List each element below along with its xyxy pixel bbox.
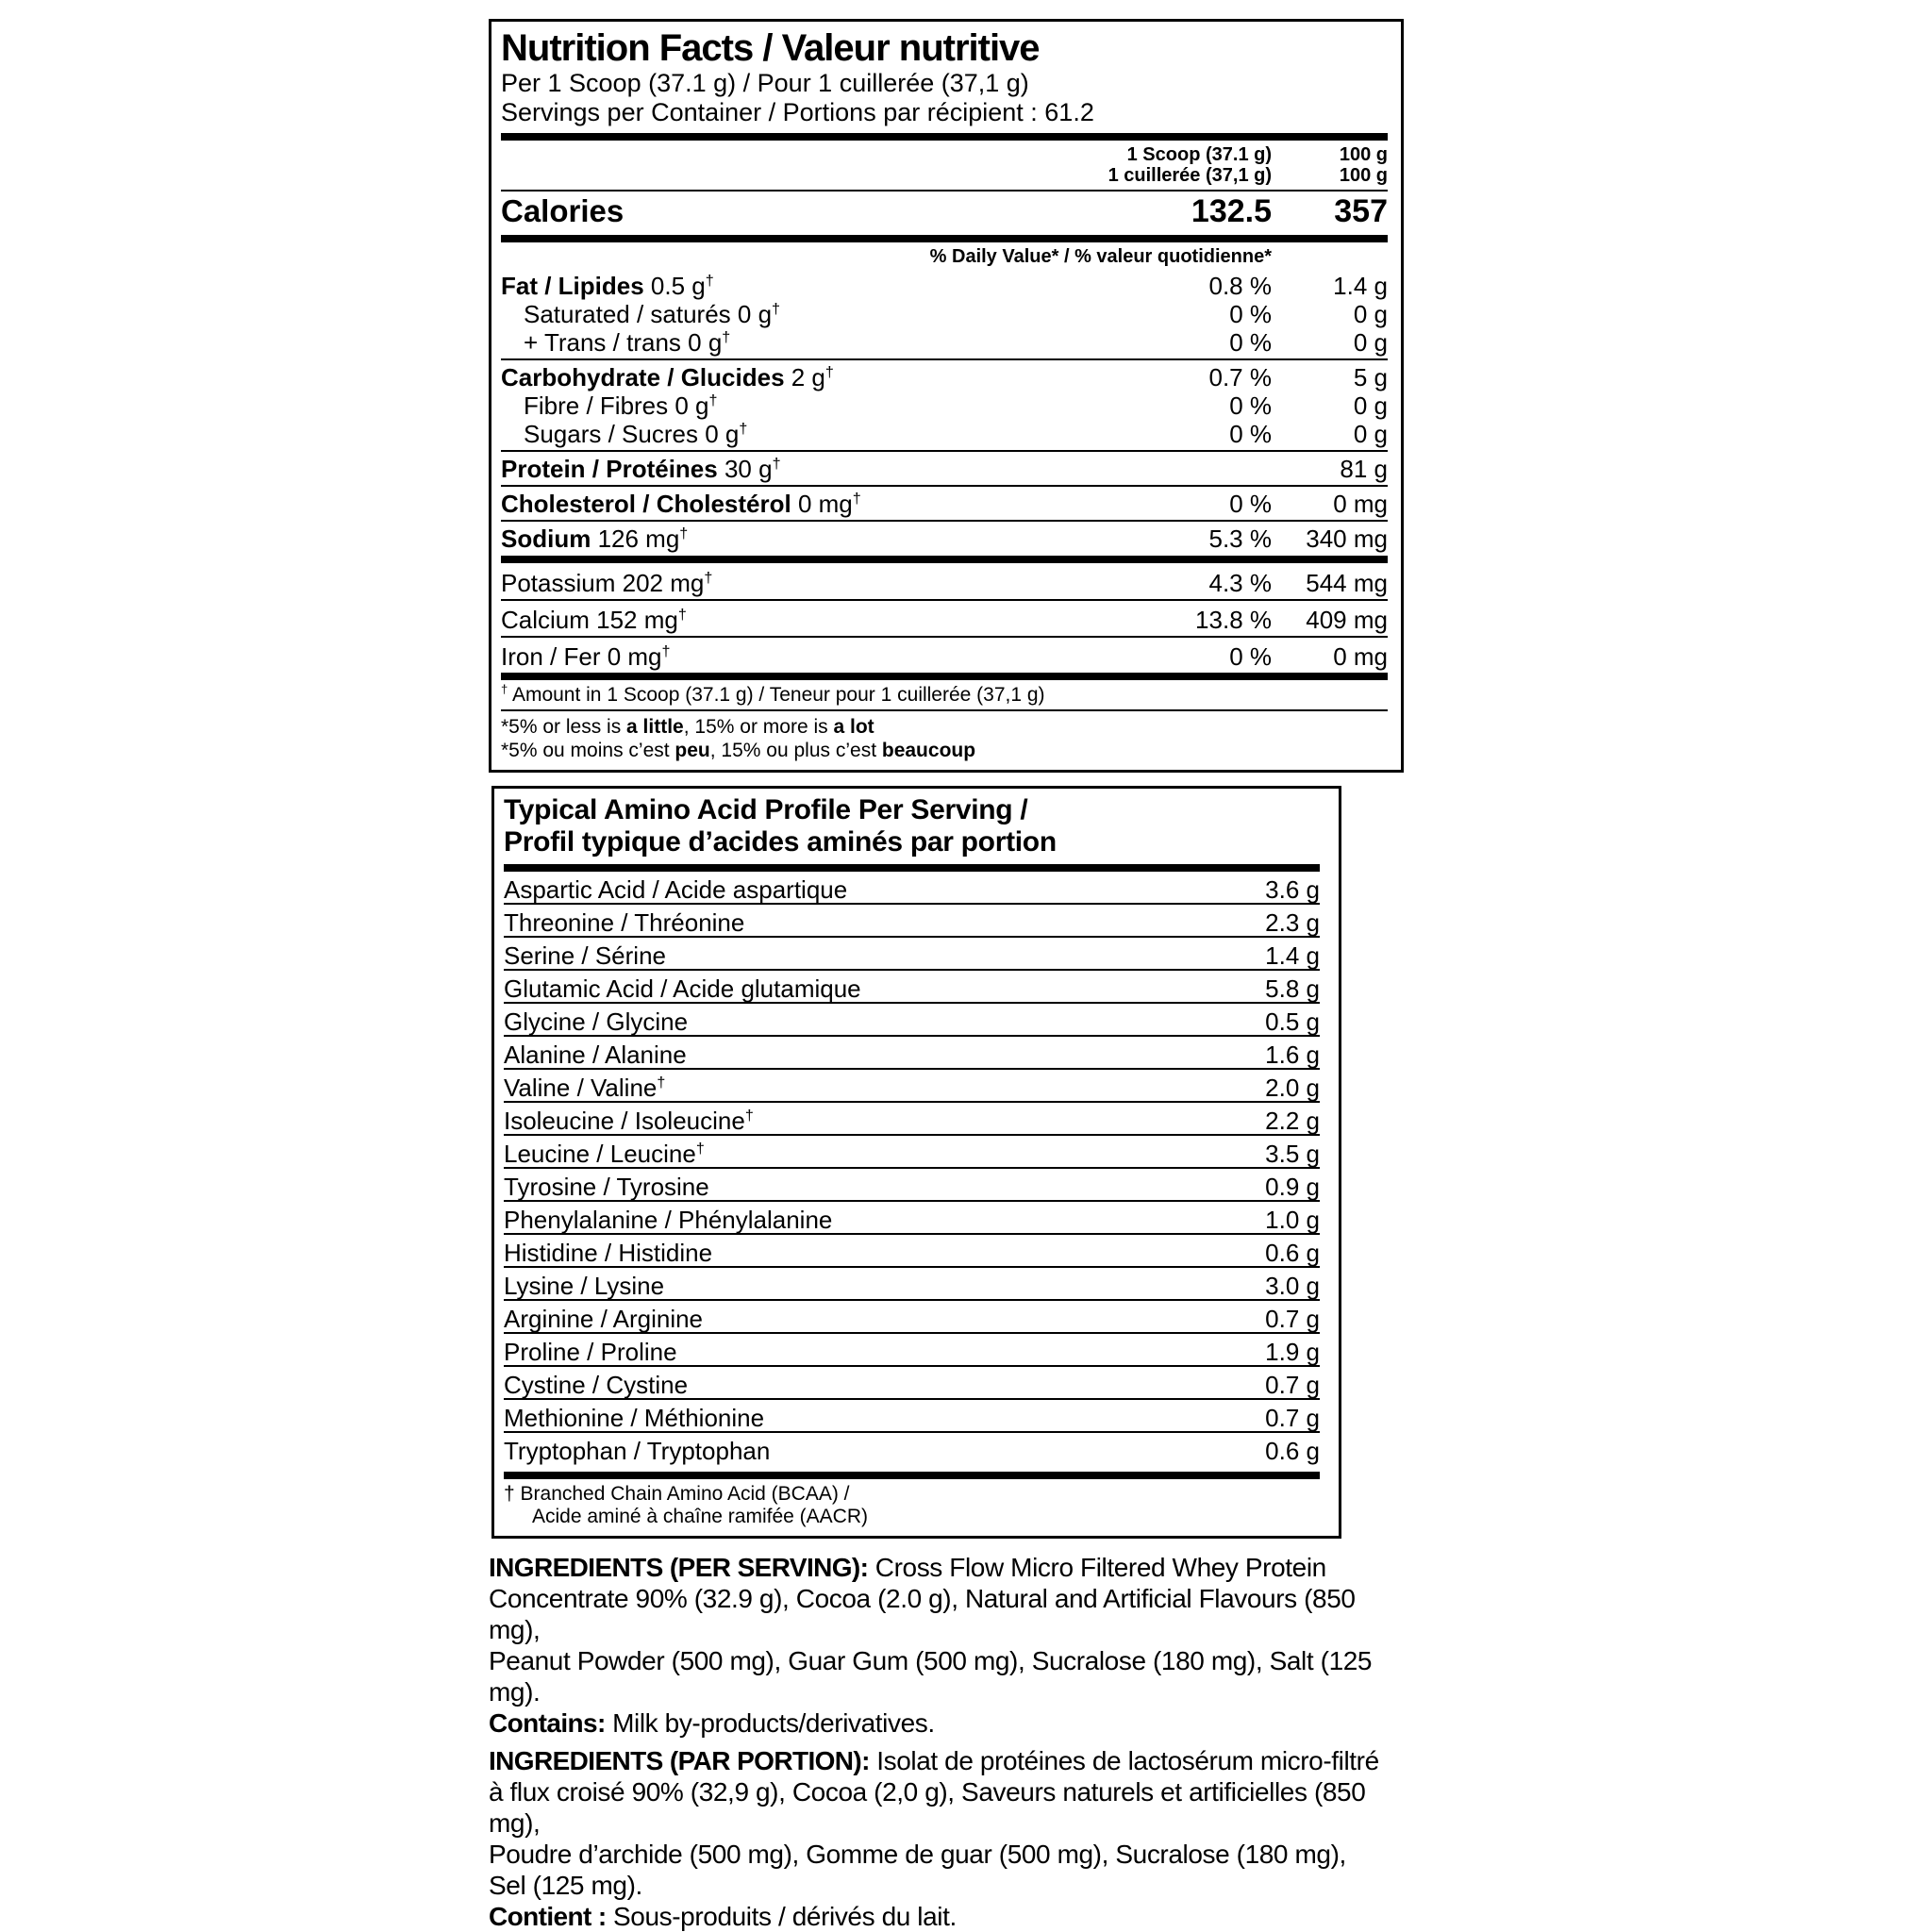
nutrient-amount-100g: 544 mg [1306, 569, 1388, 597]
dagger-symbol: † [852, 490, 861, 508]
amino-acid-row [504, 1268, 1320, 1301]
amino-acid-name: Lysine / Lysine [504, 1272, 665, 1300]
nutrient-row [501, 567, 1388, 601]
ingredients-fr-text: Isolat de protéines de lactosérum micro-filtré à flux croisé 90% (32,9 g), Cocoa (2,0 g), Saveurs naturels et artificielles (850 mg), Poudre d’archide (500 mg), Gomme de guar (500 mg), Sucralose (180 mg), Sel (125 mg). [489, 1746, 1379, 1900]
nutrient-daily-value: 0 % [1229, 420, 1272, 448]
calories-label: Calories [501, 193, 625, 228]
amino-acid-row [504, 1136, 1320, 1169]
amino-acid-title-fr: Profil typique d’acides aminés par portion [504, 826, 1057, 858]
nutrient-daily-value: 4.3 % [1208, 569, 1272, 597]
column-header-100g-en: 100 g [1339, 144, 1388, 165]
nutrient-label: Saturated / saturés 0 g† [524, 300, 781, 328]
bcaa-footnote [504, 1483, 1320, 1528]
amino-acid-row [504, 971, 1320, 1004]
dagger-symbol: † [744, 1107, 754, 1124]
serving-size-line: Per 1 Scoop (37.1 g) / Pour 1 cuillerée (37,1 g) [501, 69, 1029, 97]
ingredients-fr-paragraph [489, 1745, 1380, 1901]
column-headers [501, 144, 1388, 186]
amino-acid-value: 0.6 g [1265, 1437, 1320, 1465]
amino-acid-name: Threonine / Thréonine [504, 908, 745, 937]
amino-acid-value: 3.0 g [1265, 1272, 1320, 1300]
nutrient-daily-value: 0 % [1229, 328, 1272, 357]
dagger-symbol: † [708, 391, 718, 409]
dagger-symbol: † [739, 420, 748, 438]
amino-acid-value: 0.5 g [1265, 1008, 1320, 1036]
nutrient-label: Calcium 152 mg† [501, 606, 687, 634]
nutrient-daily-value: 0 % [1229, 391, 1272, 420]
nutrient-label: Fat / Lipides 0.5 g† [501, 272, 714, 300]
contains-en-line [489, 1707, 1380, 1739]
amino-acid-name: Glutamic Acid / Acide glutamique [504, 974, 861, 1003]
nutrient-label: Cholesterol / Cholestérol 0 mg† [501, 490, 861, 518]
dagger-symbol: † [661, 642, 671, 660]
nutrient-row [501, 420, 1388, 452]
amino-acid-value: 2.3 g [1265, 908, 1320, 937]
amino-acid-name: Cystine / Cystine [504, 1371, 689, 1399]
dagger-symbol: † [677, 606, 687, 624]
nutrient-daily-value: 13.8 % [1195, 606, 1272, 634]
amino-acid-title-en: Typical Amino Acid Profile Per Serving / [504, 794, 1028, 825]
nutrient-row [501, 363, 1388, 391]
amino-acid-row [504, 1070, 1320, 1103]
amino-acid-name: Histidine / Histidine [504, 1239, 713, 1267]
amino-acid-row [504, 1367, 1320, 1400]
amino-acid-value: 2.2 g [1265, 1107, 1320, 1135]
nutrient-amount-100g: 0 g [1353, 328, 1388, 357]
amino-acid-value: 5.8 g [1265, 974, 1320, 1003]
dagger-symbol: † [695, 1140, 705, 1158]
amino-acid-row [504, 1400, 1320, 1433]
nutrient-daily-value: 0 % [1229, 642, 1272, 671]
column-header-100g-fr: 100 g [1339, 165, 1388, 186]
amino-acid-name: Tyrosine / Tyrosine [504, 1173, 709, 1201]
nutrient-daily-value: 0 % [1229, 490, 1272, 518]
column-header-scoop-en: 1 Scoop (37.1 g) [1126, 144, 1272, 165]
nutrient-row [501, 490, 1388, 522]
amino-acid-name: Methionine / Méthionine [504, 1404, 765, 1432]
nutrient-daily-value: 0 % [1229, 300, 1272, 328]
dagger-symbol: † [657, 1074, 666, 1091]
nutrient-daily-value: 0.8 % [1208, 272, 1272, 300]
amino-acid-name: Aspartic Acid / Acide aspartique [504, 875, 848, 904]
amino-acid-name: Serine / Sérine [504, 941, 666, 970]
amino-acid-row [504, 905, 1320, 938]
daily-value-header: % Daily Value* / % valeur quotidienne* [929, 246, 1272, 267]
dagger-symbol: † [824, 363, 834, 381]
amino-acid-row [504, 1235, 1320, 1268]
thin-rule [501, 709, 1388, 711]
percent-dv-footnote-en: *5% or less is a little, 15% or more is a lot [501, 716, 874, 738]
ingredients-en-text: Cross Flow Micro Filtered Whey Protein Concentrate 90% (32.9 g), Cocoa (2.0 g), Natural and Artificial Flavours (850 mg), Peanut Powder (500 mg), Guar Gum (500 mg), Sucralose (180 mg), Salt (125 mg). [489, 1553, 1373, 1707]
amino-acid-rows [504, 872, 1320, 1466]
nutrient-amount-100g: 81 g [1340, 455, 1388, 483]
nutrient-label: + Trans / trans 0 g† [524, 328, 731, 357]
amino-acid-value: 0.9 g [1265, 1173, 1320, 1201]
nutrient-amount-100g: 409 mg [1306, 606, 1388, 634]
nutrient-label: Potassium 202 mg† [501, 569, 713, 597]
nutrient-row [501, 391, 1388, 420]
nutrient-amount-100g: 1.4 g [1333, 272, 1388, 300]
nutrient-daily-value: 0.7 % [1208, 363, 1272, 391]
amino-acid-row [504, 938, 1320, 971]
nutrient-row [501, 604, 1388, 638]
contains-en-label: Contains: [489, 1708, 606, 1738]
nutrient-amount-100g: 0 g [1353, 300, 1388, 328]
ingredients-fr-label: INGREDIENTS (PAR PORTION): [489, 1746, 870, 1775]
dagger-symbol: † [679, 525, 689, 542]
amino-acid-value: 0.7 g [1265, 1371, 1320, 1399]
nutrient-row [501, 300, 1388, 328]
amino-acid-row [504, 1202, 1320, 1235]
nutrient-label: Carbohydrate / Glucides 2 g† [501, 363, 834, 391]
thin-rule [501, 190, 1388, 192]
ingredients-section [489, 1552, 1380, 1932]
amino-acid-name: Proline / Proline [504, 1338, 677, 1366]
amino-acid-panel [491, 786, 1341, 1539]
amino-acid-value: 0.6 g [1265, 1239, 1320, 1267]
contains-fr-text: Sous-produits / dérivés du lait. [613, 1902, 957, 1931]
dagger-symbol: † [722, 328, 731, 346]
nutrient-label: Protein / Protéines 30 g† [501, 455, 781, 483]
amino-acid-row [504, 872, 1320, 905]
nutrient-amount-100g: 0 g [1353, 391, 1388, 420]
contains-en-text: Milk by-products/derivatives. [612, 1708, 935, 1738]
nutrition-facts-title: Nutrition Facts / Valeur nutritive [501, 27, 1040, 69]
amino-acid-row [504, 1169, 1320, 1202]
amino-acid-name: Phenylalanine / Phénylalanine [504, 1206, 833, 1234]
amino-acid-value: 1.9 g [1265, 1338, 1320, 1366]
amino-acid-row [504, 1037, 1320, 1070]
amino-acid-value: 0.7 g [1265, 1404, 1320, 1432]
nutrient-row [501, 641, 1388, 680]
bcaa-footnote-en: † Branched Chain Amino Acid (BCAA) / [504, 1483, 850, 1505]
amino-acid-name: Glycine / Glycine [504, 1008, 689, 1036]
amount-footnote-text: Amount in 1 Scoop (37.1 g) / Teneur pour 1 cuillerée (37,1 g) [511, 684, 1045, 706]
amino-acid-row [504, 1301, 1320, 1334]
nutrient-label: Fibre / Fibres 0 g† [524, 391, 718, 420]
calories-per-100g: 357 [1334, 193, 1388, 229]
amino-acid-value: 3.5 g [1265, 1140, 1320, 1168]
nutrient-label: Sodium 126 mg† [501, 525, 689, 553]
amino-acid-value: 1.4 g [1265, 941, 1320, 970]
amino-acid-name: Leucine / Leucine† [504, 1140, 705, 1168]
amino-acid-value: 1.0 g [1265, 1206, 1320, 1234]
dagger-symbol: † [705, 272, 714, 290]
dagger-symbol: † [704, 569, 713, 587]
nutrient-amount-100g: 5 g [1353, 363, 1388, 391]
calories-per-scoop: 132.5 [1191, 193, 1272, 229]
nutrient-amount-100g: 0 g [1353, 420, 1388, 448]
amino-acid-name: Valine / Valine† [504, 1074, 666, 1102]
nutrient-amount-100g: 0 mg [1333, 490, 1388, 518]
percent-dv-footnotes [501, 715, 1388, 762]
amino-acid-value: 1.6 g [1265, 1041, 1320, 1069]
nutrition-facts-panel [489, 19, 1404, 773]
ingredients-en-paragraph [489, 1552, 1380, 1707]
amount-footnote [501, 684, 1388, 706]
amino-acid-row [504, 1004, 1320, 1037]
nutrient-amount-100g: 0 mg [1333, 642, 1388, 671]
amino-acid-title [504, 794, 1320, 858]
amino-acid-value: 3.6 g [1265, 875, 1320, 904]
percent-dv-footnote-fr: *5% ou moins c’est peu, 15% ou plus c’est beaucoup [501, 740, 976, 761]
amino-acid-name: Arginine / Arginine [504, 1305, 704, 1333]
thick-rule [504, 1472, 1320, 1479]
dagger-symbol: † [772, 300, 781, 318]
amino-acid-name: Tryptophan / Tryptophan [504, 1437, 771, 1465]
amino-acid-value: 0.7 g [1265, 1305, 1320, 1333]
thick-rule [504, 864, 1320, 872]
nutrient-amount-100g: 340 mg [1306, 525, 1388, 553]
amino-acid-row [504, 1433, 1320, 1466]
contains-fr-line [489, 1901, 1380, 1932]
dagger-symbol: † [772, 455, 781, 473]
thick-rule [501, 235, 1388, 242]
nutrient-row [501, 272, 1388, 300]
dagger-symbol: † [501, 682, 508, 696]
amino-acid-name: Alanine / Alanine [504, 1041, 687, 1069]
amino-acid-row [504, 1334, 1320, 1367]
servings-per-container-line: Servings per Container / Portions par récipient : 61.2 [501, 98, 1094, 126]
calories-row [501, 193, 1388, 230]
ingredients-en-label: INGREDIENTS (PER SERVING): [489, 1553, 869, 1582]
amino-acid-row [504, 1103, 1320, 1136]
amino-acid-name: Isoleucine / Isoleucine† [504, 1107, 754, 1135]
nutrient-row [501, 455, 1388, 487]
nutrient-row [501, 525, 1388, 563]
nutrient-label: Sugars / Sucres 0 g† [524, 420, 748, 448]
column-header-scoop-fr: 1 cuillerée (37,1 g) [1108, 165, 1272, 186]
amino-acid-value: 2.0 g [1265, 1074, 1320, 1102]
thick-rule [501, 133, 1388, 141]
nutrient-daily-value: 5.3 % [1208, 525, 1272, 553]
nutrient-label: Iron / Fer 0 mg† [501, 642, 671, 671]
bcaa-footnote-fr: Acide aminé à chaîne ramifée (AACR) [532, 1506, 868, 1527]
nutrient-rows [501, 272, 1388, 680]
nutrient-row [501, 328, 1388, 360]
contains-fr-label: Contient : [489, 1902, 607, 1931]
